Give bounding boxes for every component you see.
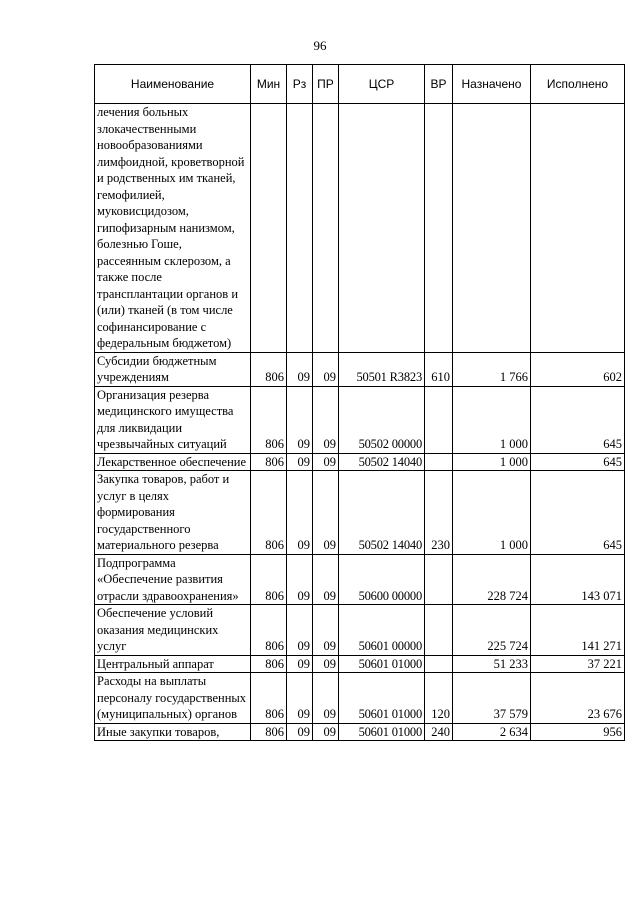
table-row: [95, 104, 625, 353]
cell-csr: 50501 R3823: [339, 352, 425, 386]
cell-assigned: 225 724: [453, 605, 531, 656]
cell-assigned: [453, 104, 531, 353]
cell-csr: 50601 00000: [339, 605, 425, 656]
cell-csr: 50601 01000: [339, 723, 425, 741]
cell-executed: 23 676: [531, 673, 625, 724]
cell-name: Лекарственное обеспечение: [95, 453, 251, 471]
cell-csr: 50601 01000: [339, 655, 425, 673]
cell-pr: [313, 104, 339, 353]
table-row: [95, 386, 625, 453]
header-pr: ПР: [313, 65, 339, 104]
table-header-row: [95, 65, 625, 104]
cell-vr: [425, 605, 453, 656]
cell-pr: 09: [313, 673, 339, 724]
header-min: Мин: [251, 65, 287, 104]
table-row: [95, 352, 625, 386]
cell-name: лечения больных злокачественными новообразованиями лимфоидной, кроветворной и родственных им тканей, гемофилией, муковисцидозом, гипофизарным нанизмом, болезнью Гоше, рассеянным склерозом, а также после трансплантации органов и (или) тканей (в том числе софинансирование с федеральным бюджетом): [95, 104, 251, 353]
table-row: [95, 471, 625, 555]
budget-table: [94, 64, 625, 741]
cell-min: 806: [251, 655, 287, 673]
cell-pr: 09: [313, 554, 339, 605]
cell-min: 806: [251, 723, 287, 741]
cell-rz: 09: [287, 386, 313, 453]
cell-vr: [425, 104, 453, 353]
table-row: [95, 673, 625, 724]
cell-assigned: 51 233: [453, 655, 531, 673]
cell-rz: 09: [287, 352, 313, 386]
table-row: [95, 605, 625, 656]
cell-executed: 37 221: [531, 655, 625, 673]
cell-assigned: 37 579: [453, 673, 531, 724]
cell-min: 806: [251, 453, 287, 471]
cell-vr: [425, 386, 453, 453]
cell-rz: 09: [287, 723, 313, 741]
cell-rz: 09: [287, 605, 313, 656]
cell-executed: [531, 104, 625, 353]
cell-name: Центральный аппарат: [95, 655, 251, 673]
cell-rz: 09: [287, 471, 313, 555]
header-executed: Исполнено: [531, 65, 625, 104]
cell-assigned: 1 000: [453, 453, 531, 471]
cell-min: [251, 104, 287, 353]
header-rz: Рз: [287, 65, 313, 104]
cell-rz: [287, 104, 313, 353]
table-body: [95, 104, 625, 741]
cell-pr: 09: [313, 352, 339, 386]
page-number: 96: [313, 38, 327, 53]
cell-csr: 50502 14040: [339, 471, 425, 555]
table-row: [95, 453, 625, 471]
table-row: [95, 655, 625, 673]
cell-vr: [425, 655, 453, 673]
cell-pr: 09: [313, 723, 339, 741]
cell-vr: [425, 453, 453, 471]
header-csr: ЦСР: [339, 65, 425, 104]
cell-min: 806: [251, 673, 287, 724]
cell-vr: 240: [425, 723, 453, 741]
header-assigned: Назначено: [453, 65, 531, 104]
cell-executed: 141 271: [531, 605, 625, 656]
cell-executed: 645: [531, 471, 625, 555]
cell-name: Иные закупки товаров,: [95, 723, 251, 741]
cell-executed: 645: [531, 386, 625, 453]
cell-vr: 120: [425, 673, 453, 724]
cell-pr: 09: [313, 386, 339, 453]
cell-vr: 610: [425, 352, 453, 386]
cell-name: Обеспечение условий оказания медицинских услуг: [95, 605, 251, 656]
cell-assigned: 1 000: [453, 471, 531, 555]
cell-pr: 09: [313, 453, 339, 471]
cell-executed: 645: [531, 453, 625, 471]
cell-pr: 09: [313, 471, 339, 555]
cell-name: Закупка товаров, работ и услуг в целях формирования государственного материального резерва: [95, 471, 251, 555]
cell-assigned: 1 766: [453, 352, 531, 386]
cell-assigned: 2 634: [453, 723, 531, 741]
cell-assigned: 1 000: [453, 386, 531, 453]
cell-pr: 09: [313, 655, 339, 673]
cell-min: 806: [251, 471, 287, 555]
table-row: [95, 554, 625, 605]
cell-pr: 09: [313, 605, 339, 656]
cell-executed: 143 071: [531, 554, 625, 605]
cell-vr: 230: [425, 471, 453, 555]
header-vr: ВР: [425, 65, 453, 104]
cell-name: Расходы на выплаты персоналу государственных (муниципальных) органов: [95, 673, 251, 724]
table-row: [95, 723, 625, 741]
cell-rz: 09: [287, 453, 313, 471]
header-name: Наименование: [95, 65, 251, 104]
cell-assigned: 228 724: [453, 554, 531, 605]
cell-min: 806: [251, 386, 287, 453]
cell-min: 806: [251, 605, 287, 656]
cell-executed: 956: [531, 723, 625, 741]
cell-rz: 09: [287, 673, 313, 724]
cell-csr: 50502 00000: [339, 386, 425, 453]
cell-min: 806: [251, 352, 287, 386]
cell-name: Подпрограмма «Обеспечение развития отрасли здравоохранения»: [95, 554, 251, 605]
cell-name: Субсидии бюджетным учреждениям: [95, 352, 251, 386]
cell-csr: 50502 14040: [339, 453, 425, 471]
cell-csr: 50600 00000: [339, 554, 425, 605]
cell-vr: [425, 554, 453, 605]
cell-executed: 602: [531, 352, 625, 386]
cell-rz: 09: [287, 554, 313, 605]
cell-name: Организация резерва медицинского имущества для ликвидации чрезвычайных ситуаций: [95, 386, 251, 453]
cell-csr: 50601 01000: [339, 673, 425, 724]
cell-csr: [339, 104, 425, 353]
cell-min: 806: [251, 554, 287, 605]
cell-rz: 09: [287, 655, 313, 673]
